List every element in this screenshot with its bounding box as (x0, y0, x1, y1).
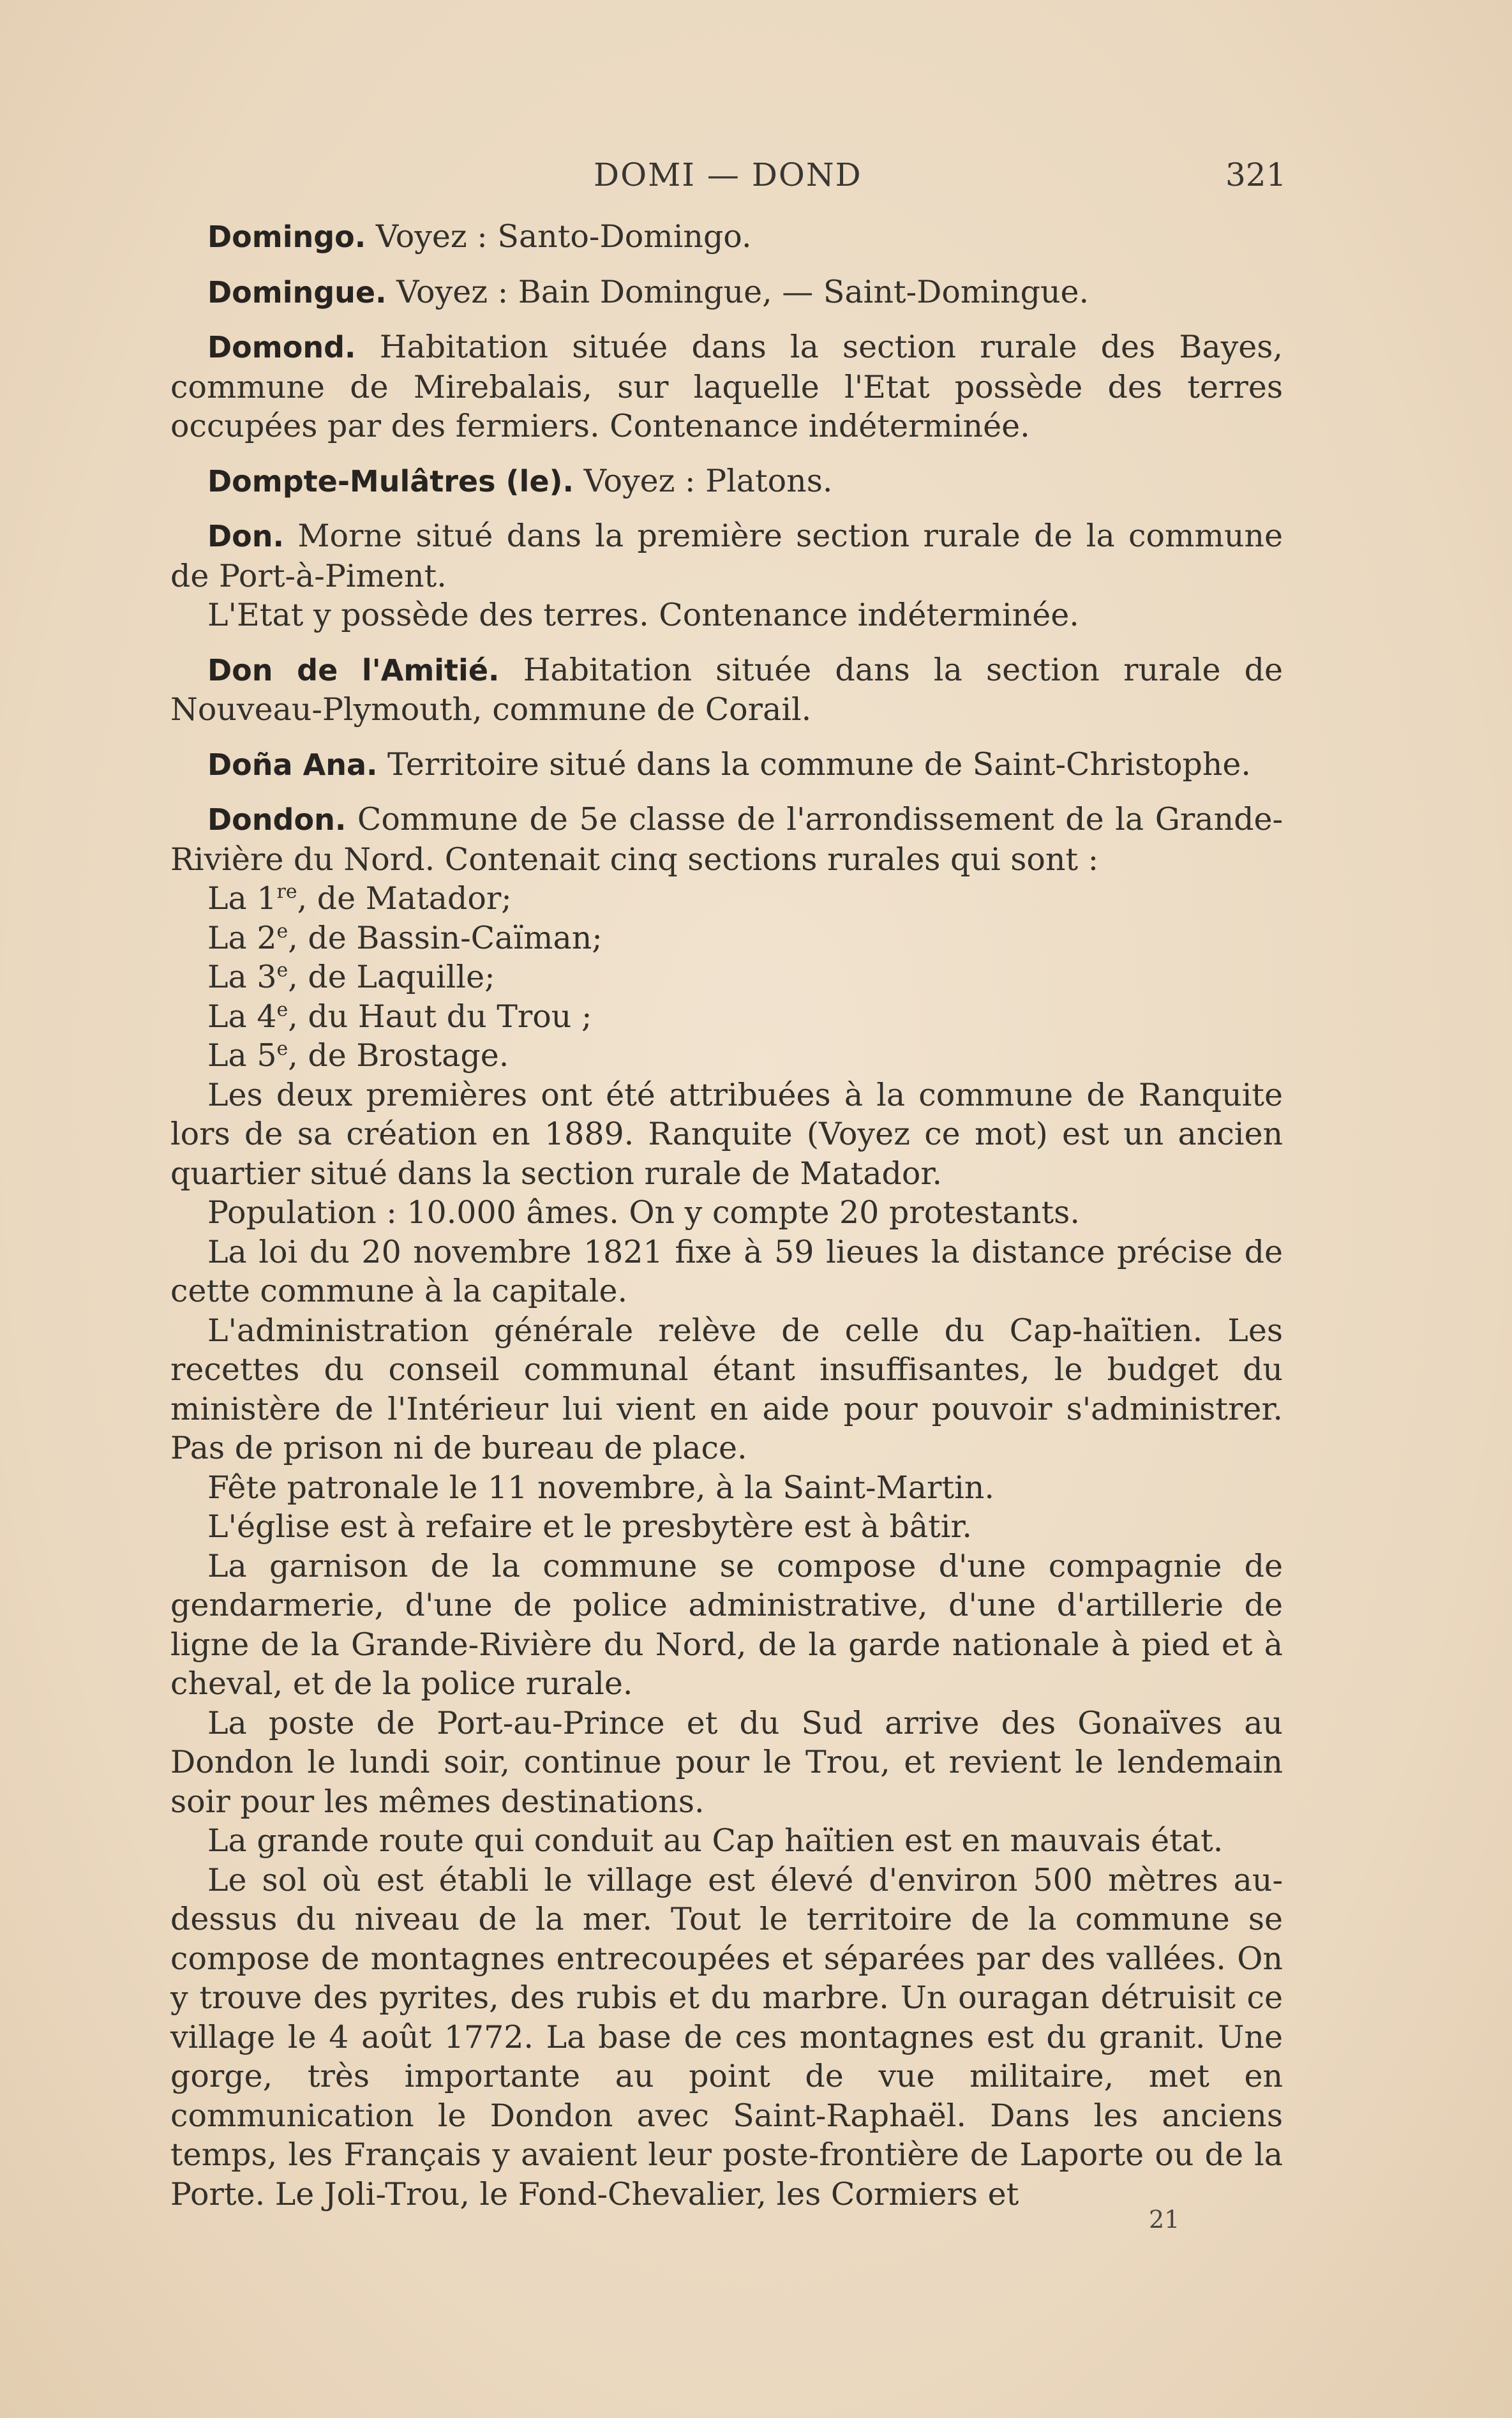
headword: Domingo. (207, 220, 366, 254)
entry-text: Voyez : Platons. (583, 462, 833, 499)
entry-dondon (170, 800, 1283, 879)
headword: Don de l'Amitié. (207, 652, 500, 687)
headword: Dompte-Mulâtres (le). (207, 463, 574, 499)
entry-dompte-mulatres (170, 462, 1283, 502)
entry-dona-ana (170, 745, 1283, 785)
paragraph: La poste de Port-au-Prince et du Sud arrive des Gonaïves au Dondon le lundi soir, continue pour le Trou, et revient le lendemain soir pour les mêmes destinations. (170, 1704, 1283, 1820)
paragraph: La grande route qui conduit au Cap haïtien est en mauvais état. (207, 1822, 1224, 1859)
entry-text: Voyez : Santo-Domingo. (375, 218, 752, 255)
entry-text: Territoire situé dans la commune de Saint-Christophe. (387, 746, 1252, 783)
headword: Domond. (207, 330, 356, 364)
list-item: La 4e, du Haut du Trou ; (207, 998, 592, 1035)
paragraph: L'église est à refaire et le presbytère est à bâtir. (207, 1508, 973, 1545)
paragraph: La garnison de la commune se compose d'une compagnie de gendarmerie, d'une de police administrative, d'une d'artillerie de ligne de la Grande-Rivière du Nord, de la garde nationale à pied et à cheval, et de la police rurale. (170, 1547, 1283, 1702)
paragraph: Population : 10.000 âmes. On y compte 20 protestants. (207, 1194, 1080, 1231)
entry-don (170, 516, 1283, 596)
page-body (170, 217, 1283, 2214)
dondon-sections-list (170, 879, 1283, 1076)
entry-text: Habitation située dans la section rurale des Bayes, commune de Mirebalais, sur laquelle l'Etat possède des terres occupées par des fermiers. Contenance indéterminée. (170, 329, 1284, 444)
list-item: La 1re, de Matador; (207, 880, 512, 917)
headword: Dondon. (207, 802, 347, 837)
entry-don-extra: L'Etat y possède des terres. Contenance indéterminée. (207, 597, 1079, 633)
list-item: La 2e, de Bassin-Caïman; (207, 919, 603, 956)
headword: Doña Ana. (207, 747, 378, 782)
paragraph: La loi du 20 novembre 1821 fixe à 59 lieues la distance précise de cette commune à la capitale. (170, 1233, 1283, 1309)
page-number: 321 (1225, 156, 1287, 193)
entry-text: Habitation située dans la section rurale de Nouveau-Plymouth, commune de Corail. (170, 651, 1283, 728)
headword: Domingue. (207, 274, 387, 310)
paragraph: Fête patronale le 11 novembre, à la Saint-Martin. (207, 1469, 994, 1506)
entry-domingo (170, 217, 1283, 257)
entry-text: Morne situé dans la première section rurale de la commune de Port-à-Piment. (170, 518, 1283, 594)
list-item: La 3e, de Laquille; (207, 959, 495, 995)
entry-domond (170, 327, 1283, 446)
running-title: DOMI — DOND (594, 156, 862, 193)
entry-don-de-l-amitie (170, 650, 1283, 730)
entry-domingue (170, 273, 1283, 313)
entry-text: Commune de 5e classe de l'arrondissement de la Grande-Rivière du Nord. Contenait cinq sections rurales qui sont : (170, 801, 1283, 878)
signature-mark: 21 (1149, 2205, 1180, 2234)
paragraph: L'administration générale relève de celle du Cap-haïtien. Les recettes du conseil communal étant insuffisantes, le budget du ministère de l'Intérieur lui vient en aide pour pouvoir s'administrer. Pas de prison ni de bureau de place. (170, 1312, 1283, 1466)
headword: Don. (207, 519, 285, 553)
paragraph: Les deux premières ont été attribuées à la commune de Ranquite lors de sa création en 1889. Ranquite (Voyez ce mot) est un ancien quartier situé dans la section rurale de Matador. (170, 1076, 1283, 1192)
entry-text: Voyez : Bain Domingue, — Saint-Domingue. (396, 273, 1089, 310)
paragraph: Le sol où est établi le village est élevé d'environ 500 mètres au-dessus du niveau de la mer. Tout le territoire de la commune se compose de montagnes entrecoupées et séparées par des vallées. On y trouve des pyrites, des rubis et du marbre. Un ouragan détruisit ce village le 4 août 1772. La base de ces montagnes est du granit. Une gorge, très importante au point de vue militaire, met en communication le Dondon avec Saint-Raphaël. Dans les anciens temps, les Français y avaient leur poste-frontière de Laporte ou de la Porte. Le Joli-Trou, le Fond-Chevalier, les Cormiers et (170, 1861, 1283, 2212)
list-item: La 5e, de Brostage. (207, 1037, 509, 1074)
